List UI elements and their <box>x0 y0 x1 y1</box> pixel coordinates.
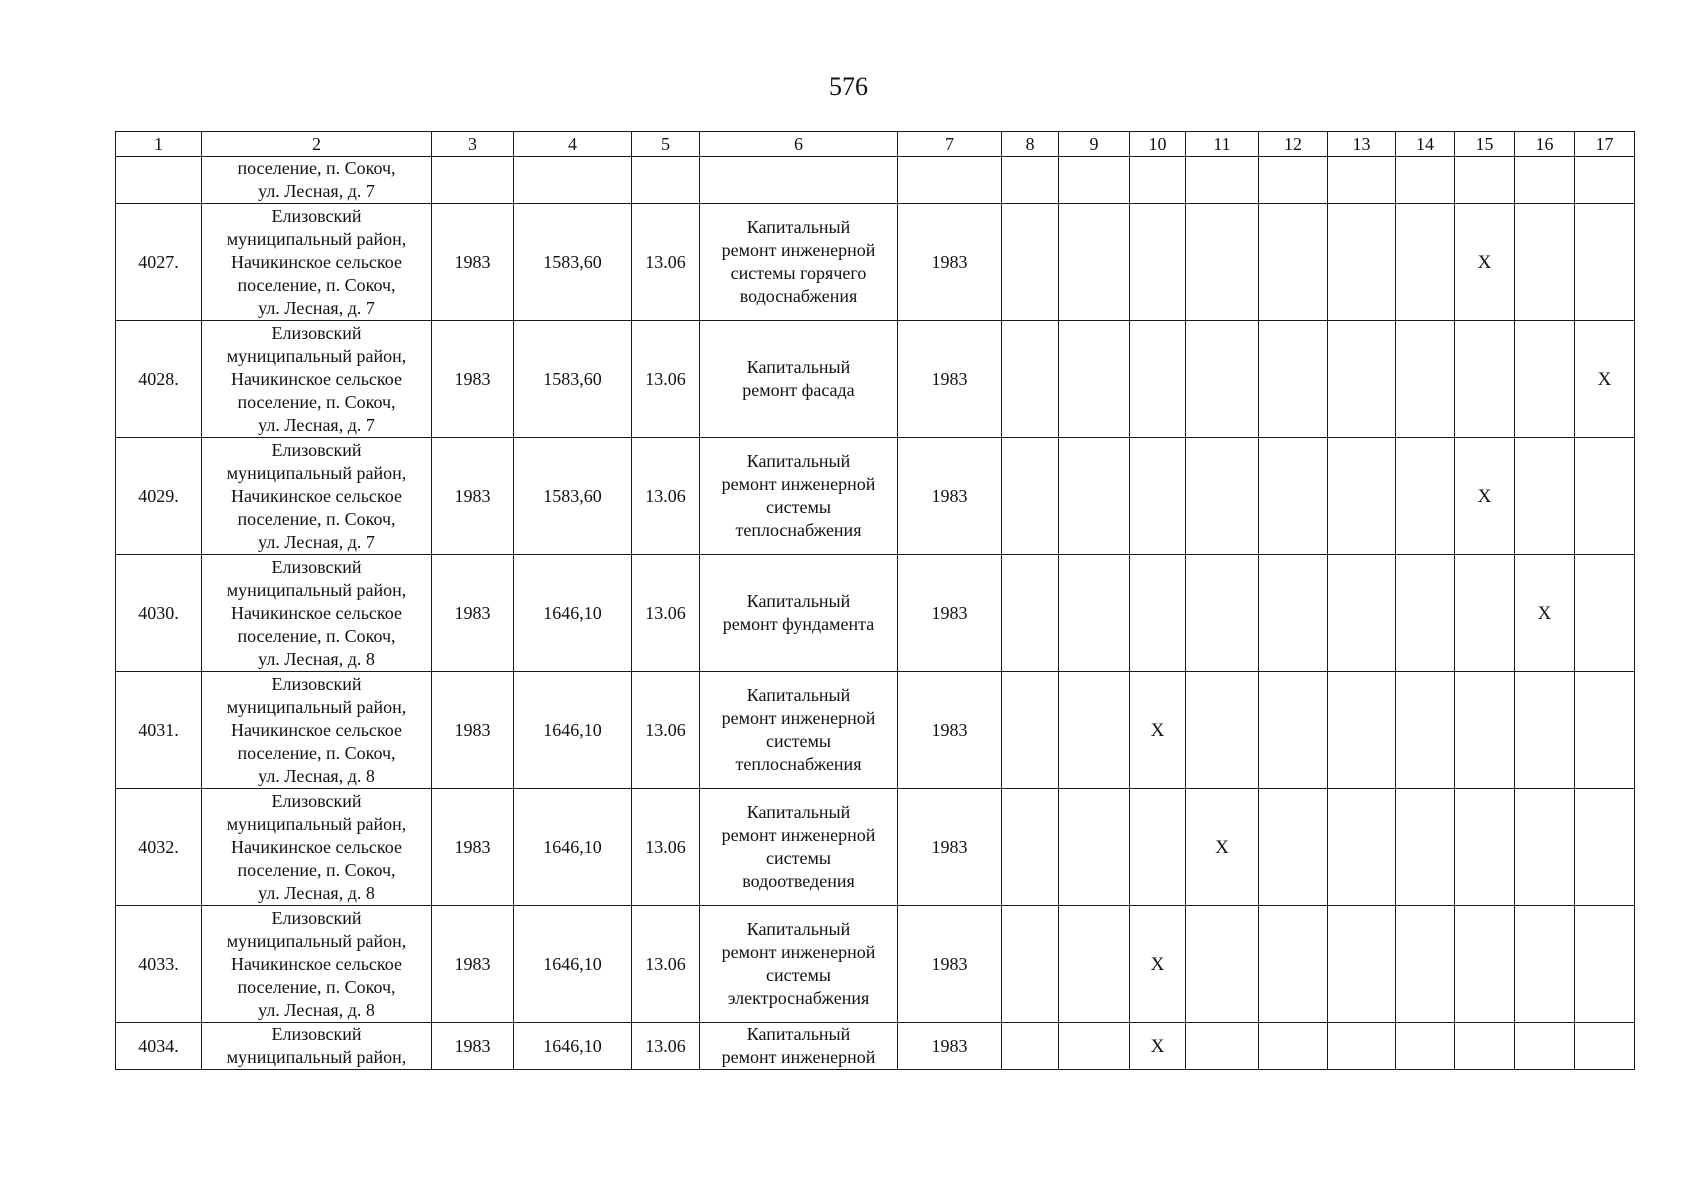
mark-cell <box>1186 204 1259 321</box>
area-cell: 1646,10 <box>514 672 632 789</box>
address-text: Елизовский муниципальный район, Начикинское сельское поселение, п. Сокоч, ул. Лесная, д. 8 <box>226 790 407 903</box>
mark-cell <box>1186 321 1259 438</box>
address-text: поселение, п. Сокоч, ул. Лесная, д. 7 <box>237 158 396 201</box>
mark-cell <box>1328 157 1396 204</box>
address-text: Елизовский муниципальный район, Начикинское сельское поселение, п. Сокоч, ул. Лесная, д. 8 <box>226 907 407 1020</box>
mark-cell <box>1259 321 1328 438</box>
column-header: 8 <box>1002 132 1059 157</box>
code-cell: 13.06 <box>632 789 700 906</box>
work-mark: Х <box>1477 485 1492 507</box>
mark-cell <box>1130 438 1186 555</box>
mark-cell <box>1259 672 1328 789</box>
mark-cell <box>1186 555 1259 672</box>
repair-register-table <box>115 131 1635 1070</box>
mark-cell <box>1059 672 1130 789</box>
work-mark: Х <box>1150 953 1165 975</box>
mark-cell <box>1396 906 1455 1023</box>
mark-cell <box>1002 1023 1059 1070</box>
work-cell <box>700 906 898 1023</box>
mark-cell <box>1186 438 1259 555</box>
code-cell: 13.06 <box>632 555 700 672</box>
mark-cell <box>1328 438 1396 555</box>
mark-cell <box>1186 789 1259 906</box>
address-cell <box>202 438 432 555</box>
column-header: 3 <box>432 132 514 157</box>
row-number-cell: 4027. <box>116 204 202 321</box>
mark-cell <box>1515 555 1575 672</box>
work-mark: Х <box>1597 368 1612 390</box>
column-header: 15 <box>1455 132 1515 157</box>
year-cell: 1983 <box>432 672 514 789</box>
area-cell: 1646,10 <box>514 789 632 906</box>
mark-cell <box>1455 204 1515 321</box>
mark-cell <box>1002 204 1059 321</box>
mark-cell <box>1575 1023 1635 1070</box>
work-mark: Х <box>1215 836 1229 858</box>
code-cell: 13.06 <box>632 321 700 438</box>
area-cell: 1646,10 <box>514 1023 632 1070</box>
code-cell: 13.06 <box>632 672 700 789</box>
mark-cell <box>1259 789 1328 906</box>
column-header: 1 <box>116 132 202 157</box>
year-cell: 1983 <box>432 789 514 906</box>
area-cell: 1583,60 <box>514 204 632 321</box>
mark-cell <box>1002 672 1059 789</box>
mark-cell <box>1515 1023 1575 1070</box>
year2-cell: 1983 <box>898 321 1002 438</box>
column-header: 13 <box>1328 132 1396 157</box>
continuation-row-bottom <box>116 1023 1635 1070</box>
column-header: 6 <box>700 132 898 157</box>
mark-cell <box>1575 789 1635 906</box>
year2-cell <box>898 157 1002 204</box>
column-header: 10 <box>1130 132 1186 157</box>
column-header: 7 <box>898 132 1002 157</box>
address-text: Елизовский муниципальный район, Начикинское сельское поселение, п. Сокоч, ул. Лесная, д. 7 <box>226 322 407 435</box>
year2-cell: 1983 <box>898 789 1002 906</box>
address-cell <box>202 789 432 906</box>
area-cell <box>514 157 632 204</box>
mark-cell <box>1396 555 1455 672</box>
column-header: 2 <box>202 132 432 157</box>
mark-cell <box>1575 438 1635 555</box>
address-cell <box>202 906 432 1023</box>
mark-cell <box>1059 906 1130 1023</box>
table-row <box>116 555 1635 672</box>
mark-cell <box>1259 438 1328 555</box>
mark-cell <box>1186 157 1259 204</box>
mark-cell <box>1259 204 1328 321</box>
table-row <box>116 789 1635 906</box>
mark-cell <box>1515 789 1575 906</box>
code-cell: 13.06 <box>632 906 700 1023</box>
table-row <box>116 906 1635 1023</box>
mark-cell <box>1186 1023 1259 1070</box>
code-cell: 13.06 <box>632 438 700 555</box>
code-cell: 13.06 <box>632 1023 700 1070</box>
mark-cell <box>1328 321 1396 438</box>
mark-cell <box>1186 672 1259 789</box>
row-number-cell <box>116 157 202 204</box>
mark-cell <box>1328 1023 1396 1070</box>
mark-cell <box>1515 157 1575 204</box>
year2-cell: 1983 <box>898 672 1002 789</box>
row-number-cell: 4029. <box>116 438 202 555</box>
mark-cell <box>1328 789 1396 906</box>
area-cell: 1646,10 <box>514 555 632 672</box>
mark-cell <box>1059 204 1130 321</box>
work-type-text: Капитальный ремонт инженерной системы электроснабжения <box>721 919 876 1008</box>
column-header: 9 <box>1059 132 1130 157</box>
year2-cell: 1983 <box>898 204 1002 321</box>
column-header: 4 <box>514 132 632 157</box>
mark-cell <box>1059 555 1130 672</box>
mark-cell <box>1259 555 1328 672</box>
work-mark: Х <box>1537 602 1552 624</box>
work-mark: Х <box>1150 719 1165 741</box>
mark-cell <box>1186 906 1259 1023</box>
row-number-cell: 4033. <box>116 906 202 1023</box>
address-text: Елизовский муниципальный район, Начикинское сельское поселение, п. Сокоч, ул. Лесная, д. 7 <box>226 205 407 318</box>
mark-cell <box>1515 321 1575 438</box>
mark-cell <box>1130 1023 1186 1070</box>
address-text: Елизовский муниципальный район, Начикинское сельское поселение, п. Сокоч, ул. Лесная, д. 8 <box>226 556 407 669</box>
address-text: Елизовский муниципальный район, <box>226 1024 407 1067</box>
mark-cell <box>1002 438 1059 555</box>
work-type-text: Капитальный ремонт инженерной системы водоотведения <box>721 802 876 891</box>
mark-cell <box>1455 1023 1515 1070</box>
mark-cell <box>1515 906 1575 1023</box>
mark-cell <box>1455 906 1515 1023</box>
mark-cell <box>1002 157 1059 204</box>
column-header: 11 <box>1186 132 1259 157</box>
mark-cell <box>1515 438 1575 555</box>
work-type-text: Капитальный ремонт инженерной системы теплоснабжения <box>721 685 876 774</box>
mark-cell <box>1130 555 1186 672</box>
mark-cell <box>1575 555 1635 672</box>
mark-cell <box>1396 1023 1455 1070</box>
year2-cell: 1983 <box>898 555 1002 672</box>
mark-cell <box>1130 906 1186 1023</box>
mark-cell <box>1396 204 1455 321</box>
column-header: 14 <box>1396 132 1455 157</box>
mark-cell <box>1259 157 1328 204</box>
work-cell <box>700 555 898 672</box>
mark-cell <box>1328 204 1396 321</box>
area-cell: 1583,60 <box>514 321 632 438</box>
mark-cell <box>1396 789 1455 906</box>
mark-cell <box>1002 906 1059 1023</box>
table-row <box>116 204 1635 321</box>
mark-cell <box>1002 789 1059 906</box>
mark-cell <box>1130 204 1186 321</box>
mark-cell <box>1455 321 1515 438</box>
column-header: 17 <box>1575 132 1635 157</box>
address-text: Елизовский муниципальный район, Начикинское сельское поселение, п. Сокоч, ул. Лесная, д. 8 <box>226 673 407 786</box>
work-cell <box>700 438 898 555</box>
mark-cell <box>1130 157 1186 204</box>
mark-cell <box>1575 321 1635 438</box>
area-cell: 1646,10 <box>514 906 632 1023</box>
work-type-text: Капитальный ремонт фундамента <box>722 591 875 634</box>
mark-cell <box>1575 672 1635 789</box>
mark-cell <box>1059 789 1130 906</box>
table-row <box>116 672 1635 789</box>
mark-cell <box>1455 157 1515 204</box>
year-cell: 1983 <box>432 1023 514 1070</box>
column-header: 16 <box>1515 132 1575 157</box>
row-number-cell: 4031. <box>116 672 202 789</box>
work-mark: Х <box>1150 1035 1165 1057</box>
work-cell <box>700 789 898 906</box>
year2-cell: 1983 <box>898 906 1002 1023</box>
address-cell <box>202 321 432 438</box>
mark-cell <box>1455 672 1515 789</box>
address-cell <box>202 555 432 672</box>
mark-cell <box>1259 906 1328 1023</box>
work-cell <box>700 1023 898 1070</box>
row-number-cell: 4032. <box>116 789 202 906</box>
table-row <box>116 438 1635 555</box>
mark-cell <box>1130 321 1186 438</box>
year-cell: 1983 <box>432 321 514 438</box>
column-header: 5 <box>632 132 700 157</box>
area-cell: 1583,60 <box>514 438 632 555</box>
column-header: 12 <box>1259 132 1328 157</box>
column-number-row <box>116 132 1635 157</box>
mark-cell <box>1455 555 1515 672</box>
year2-cell: 1983 <box>898 1023 1002 1070</box>
row-number-cell: 4028. <box>116 321 202 438</box>
year-cell: 1983 <box>432 204 514 321</box>
mark-cell <box>1059 1023 1130 1070</box>
mark-cell <box>1259 1023 1328 1070</box>
year-cell <box>432 157 514 204</box>
address-cell <box>202 672 432 789</box>
address-text: Елизовский муниципальный район, Начикинское сельское поселение, п. Сокоч, ул. Лесная, д. 7 <box>226 439 407 552</box>
mark-cell <box>1396 321 1455 438</box>
table-row <box>116 321 1635 438</box>
work-type-text: Капитальный ремонт инженерной <box>721 1024 876 1067</box>
mark-cell <box>1328 555 1396 672</box>
mark-cell <box>1515 672 1575 789</box>
mark-cell <box>1396 672 1455 789</box>
continuation-row-top <box>116 157 1635 204</box>
mark-cell <box>1455 438 1515 555</box>
year-cell: 1983 <box>432 906 514 1023</box>
mark-cell <box>1328 906 1396 1023</box>
address-cell <box>202 1023 432 1070</box>
code-cell: 13.06 <box>632 204 700 321</box>
page-number: 576 <box>829 72 868 101</box>
work-cell <box>700 157 898 204</box>
mark-cell <box>1515 204 1575 321</box>
year-cell: 1983 <box>432 438 514 555</box>
mark-cell <box>1059 438 1130 555</box>
work-mark: Х <box>1477 251 1492 273</box>
address-cell <box>202 157 432 204</box>
mark-cell <box>1002 555 1059 672</box>
mark-cell <box>1130 672 1186 789</box>
mark-cell <box>1059 157 1130 204</box>
work-cell <box>700 321 898 438</box>
row-number-cell: 4030. <box>116 555 202 672</box>
mark-cell <box>1575 204 1635 321</box>
mark-cell <box>1059 321 1130 438</box>
code-cell <box>632 157 700 204</box>
mark-cell <box>1396 438 1455 555</box>
mark-cell <box>1130 789 1186 906</box>
year2-cell: 1983 <box>898 438 1002 555</box>
mark-cell <box>1575 157 1635 204</box>
work-cell <box>700 672 898 789</box>
mark-cell <box>1002 321 1059 438</box>
row-number-cell: 4034. <box>116 1023 202 1070</box>
work-type-text: Капитальный ремонт фасада <box>742 357 855 400</box>
work-type-text: Капитальный ремонт инженерной системы горячего водоснабжения <box>721 217 876 306</box>
mark-cell <box>1328 672 1396 789</box>
mark-cell <box>1575 906 1635 1023</box>
mark-cell <box>1396 157 1455 204</box>
work-cell <box>700 204 898 321</box>
mark-cell <box>1455 789 1515 906</box>
work-type-text: Капитальный ремонт инженерной системы теплоснабжения <box>721 451 876 540</box>
address-cell <box>202 204 432 321</box>
year-cell: 1983 <box>432 555 514 672</box>
